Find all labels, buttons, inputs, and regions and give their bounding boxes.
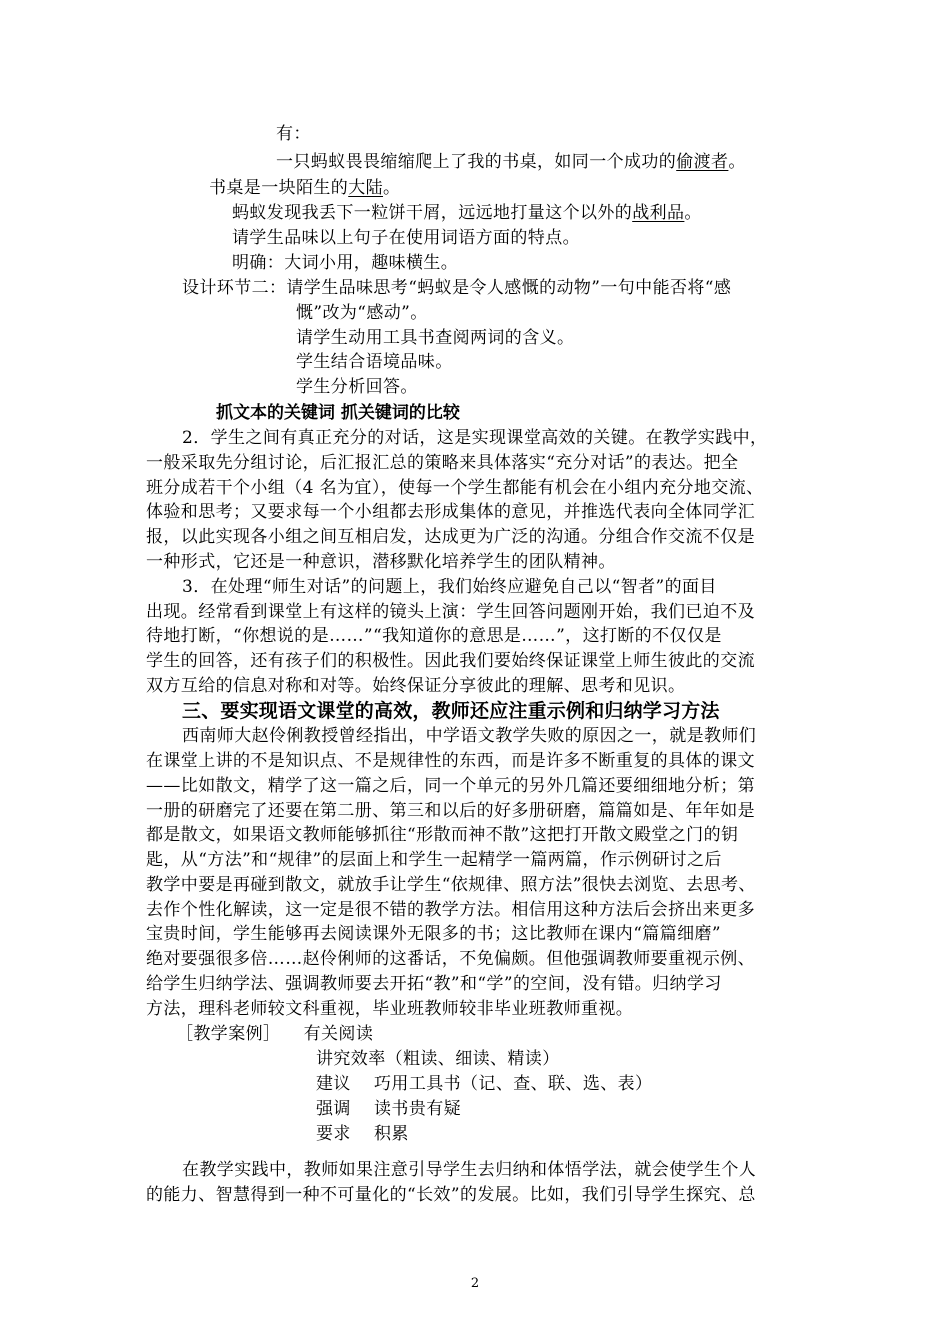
paragraph-line: 西南师大赵伶俐教授曾经指出，中学语文教学失败的原因之一，就是教师们 <box>182 726 757 746</box>
text-line: 明确：大词小用，趣味横生。 <box>232 253 459 273</box>
text-line: 请学生动用工具书查阅两词的含义。 <box>296 328 575 348</box>
text-line: 慨”改为“感动”。 <box>296 303 428 323</box>
text-run: 一只蚂蚁畏畏缩缩爬上了我的书桌，如同一个成功的 <box>276 152 677 172</box>
paragraph-line: 学生的回答，还有孩子们的积极性。因此我们要始终保证课堂上师生彼此的交流 <box>146 651 755 671</box>
case-item: 讲究效率（粗读、细读、精读） <box>316 1049 560 1069</box>
text-line: 有： <box>276 124 311 144</box>
paragraph-line: 3．在处理“师生对话”的问题上，我们始终应避免自己以“智者”的面目 <box>182 577 717 597</box>
paragraph-line: 一种形式，它还是一种意识，潜移默化培养学生的团队精神。 <box>146 552 616 572</box>
paragraph-line: 一般采取先分组讨论，后汇报汇总的策略来具体落实“充分对话”的表达。把全 <box>146 453 739 473</box>
text-line: 学生结合语境品味。 <box>296 352 453 372</box>
text-run: 。 <box>383 178 401 198</box>
paragraph-line: 给学生归纳学法、强调教师要去开拓“教”和“学”的空间，没有错。归纳学习 <box>146 974 722 994</box>
case-item: 建议 巧用工具书（记、查、联、选、表） <box>316 1074 653 1094</box>
paragraph-line: 绝对要强很多倍……赵伶俐师的这番话，不免偏颇。但他强调教师要重视示例、 <box>146 949 755 969</box>
underlined-word: 战利品 <box>632 203 685 223</box>
paragraph-line: 体验和思考；又要求每一个小组都去形成集体的意见，并推选代表向全体同学汇 <box>146 502 755 522</box>
example-sentence <box>209 176 400 200</box>
paragraph-line: 班分成若干个小组（4 名为宜），使每一个学生都能有机会在小组内充分地交流、 <box>146 478 764 498</box>
text-line: 请学生品味以上句子在使用词语方面的特点。 <box>232 228 580 248</box>
paragraph-line: ——比如散文，精学了这一篇之后，同一个单元的另外几篇还要细细地分析；第 <box>146 776 755 796</box>
bold-heading: 抓文本的关键词 抓关键词的比较 <box>216 403 460 423</box>
paragraph-line: 去作个性化解读，这一定是很不错的教学方法。相信用这种方法后会挤出来更多 <box>146 900 755 920</box>
paragraph-line: 出现。经常看到课堂上有这样的镜头上演：学生回答问题刚开始，我们已迫不及 <box>146 602 755 622</box>
text-line: 学生分析回答。 <box>296 377 418 397</box>
paragraph-line: 在课堂上讲的不是知识点、不是规律性的东西，而是许多不断重复的具体的课文 <box>146 751 755 771</box>
underlined-word: 大陆 <box>348 178 384 198</box>
text-line: 设计环节二：请学生品味思考“蚂蚁是令人感慨的动物”一句中能否将“感 <box>182 278 732 298</box>
case-label: ［教学案例］ 有关阅读 <box>176 1024 374 1044</box>
case-item: 强调 读书贵有疑 <box>316 1099 462 1119</box>
paragraph-line: 的能力、智慧得到一种不可量化的“长效”的发展。比如，我们引导学生探究、总 <box>146 1185 756 1205</box>
paragraph-line: 方法，理科老师较文科重视，毕业班教师较非毕业班教师重视。 <box>146 999 634 1019</box>
case-item: 要求 积累 <box>316 1124 409 1144</box>
example-sentence <box>232 201 702 225</box>
text-run: 。 <box>684 203 702 223</box>
underlined-word: 偷渡者 <box>676 152 729 172</box>
paragraph-line: 在教学实践中，教师如果注意引导学生去归纳和体悟学法，就会使学生个人 <box>182 1160 757 1180</box>
paragraph-line: 匙，从“方法”和“规律”的层面上和学生一起精学一篇两篇，作示例研讨之后 <box>146 850 722 870</box>
paragraph-line: 宝贵时间，学生能够再去阅读课外无限多的书；这比教师在课内“篇篇细磨” <box>146 924 721 944</box>
section-heading: 三、要实现语文课堂的高效，教师还应注重示例和归纳学习方法 <box>182 700 720 722</box>
paragraph-line: 都是散文，如果语文教师能够抓往“形散而神不散”这把打开散文殿堂之门的钥 <box>146 825 739 845</box>
paragraph-line: 一册的研磨完了还要在第二册、第三和以后的好多册研磨，篇篇如是、年年如是 <box>146 801 755 821</box>
paragraph-line: 2．学生之间有真正充分的对话，这是实现课堂高效的关键。在教学实践中， <box>182 428 768 448</box>
text-run: 蚂蚁发现我丢下一粒饼干屑，远远地打量这个以外的 <box>232 203 633 223</box>
example-sentence <box>276 150 746 174</box>
paragraph-line: 双方互给的信息对称和对等。始终保证分享彼此的理解、思考和见识。 <box>146 676 686 696</box>
page-number: 2 <box>470 1276 480 1291</box>
paragraph-line: 教学中要是再碰到散文，就放手让学生“依规律、照方法”很快去浏览、去思考、 <box>146 875 756 895</box>
text-run: 。 <box>728 152 746 172</box>
paragraph-line: 报，以此实现各小组之间互相启发，达成更为广泛的沟通。分组合作交流不仅是 <box>146 527 755 547</box>
paragraph-line: 待地打断，“你想说的是……”“我知道你的意思是……”，这打断的不仅仅是 <box>146 626 722 646</box>
text-run: 书桌是一块陌生的 <box>209 178 349 198</box>
